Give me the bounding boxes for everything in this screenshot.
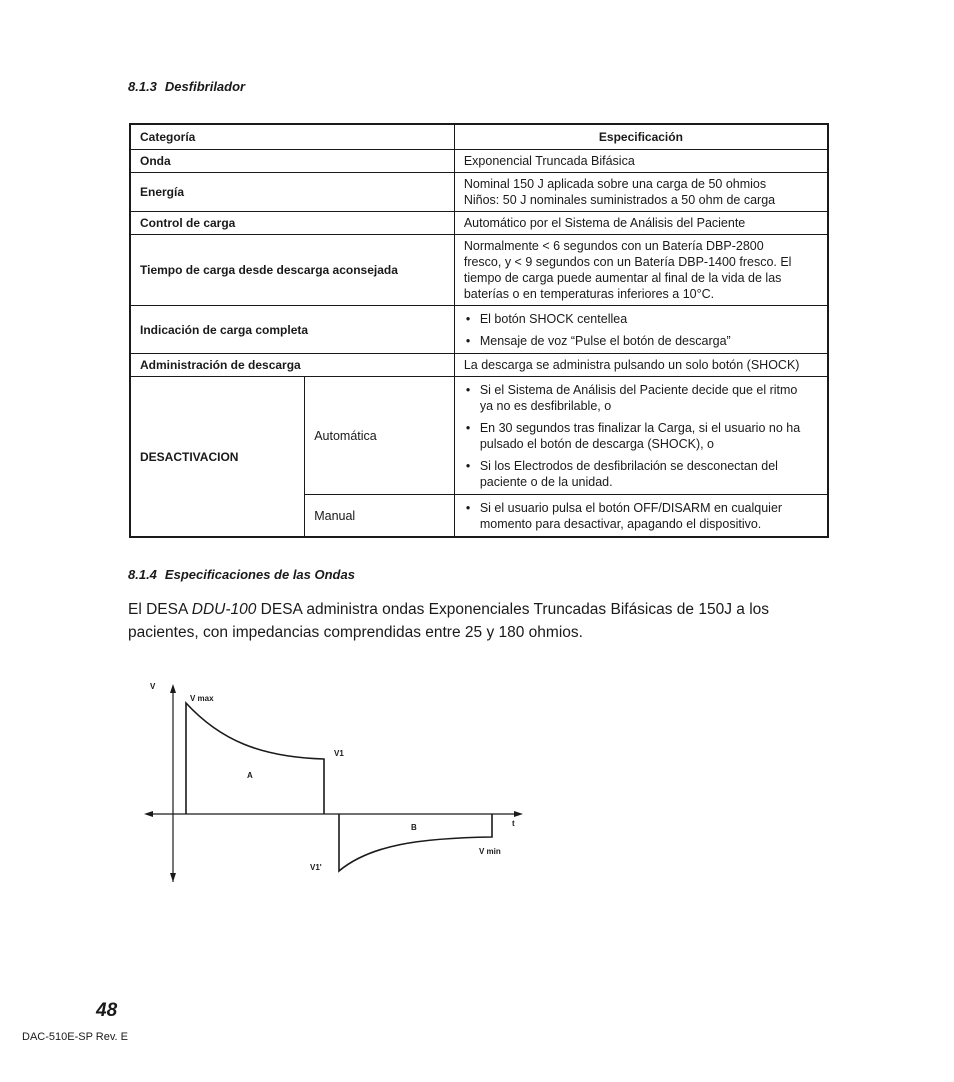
list-item: • El botón SHOCK centellea [465,312,628,326]
t-axis-arrow-right [514,811,523,817]
energia-line: Nominal 150 J aplicada sobre una carga de 50 ohmios [463,177,767,191]
energia-line: Niños: 50 J nominales suministrados a 50 ohm de carga [463,193,776,207]
list-item: • En 30 segundos tras finalizar la Carga, si el usuario no ha pulsado el botón de descarga (SHOCK), o [464,420,818,452]
row-label-administracion: Administración de descarga [130,354,454,377]
tiempo-line: fresco, y < 9 segundos con un Batería DBP-1400 fresco. El [463,255,792,269]
header-category: Categoría [130,124,454,150]
row-value-control: Automático por el Sistema de Análisis del Paciente [454,212,828,235]
phase-a-curve [186,703,324,814]
document-code: DAC-510E-SP Rev. E [22,1031,128,1043]
t-axis-arrow-left [144,811,153,817]
row-value-automatica [454,377,828,495]
defibrillator-spec-table [129,123,829,538]
v-axis-arrow-up [170,684,176,693]
row-value-administracion: La descarga se administra pulsando un solo botón (SHOCK) [454,354,828,377]
bullet-text: paciente o de la unidad. [479,475,613,489]
bullet-text: En 30 segundos tras finalizar la Carga, si el usuario no ha [479,421,801,435]
phase-a-label: A [247,771,253,780]
section-number: 8.1.3 [128,79,157,94]
row-value-tiempo [454,235,828,306]
intro-text: DESA administra ondas Exponenciales Truncadas Bifásicas de 150J a los pacientes, con impedancias comprendidas entre 25 y 180 ohmios. [128,601,770,641]
header-specification: Especificación [454,124,828,150]
section-heading-waveform [128,567,355,582]
table-row [130,306,828,354]
row-label-indicacion: Indicación de carga completa [130,306,454,354]
section-title: Desfibrilador [164,79,246,94]
bullet-text: El botón SHOCK centellea [479,312,628,326]
bullet-text: Si el Sistema de Análisis del Paciente decide que el ritmo [479,383,798,397]
intro-text: El DESA [128,601,192,618]
v-min-label: V min [479,847,501,856]
list-item: • Mensaje de voz “Pulse el botón de descarga” [465,334,731,348]
row-label-tiempo: Tiempo de carga desde descarga aconsejada [130,235,454,306]
row-value-energia [454,173,828,212]
biphasic-waveform-diagram [140,675,540,890]
section-title: Especificaciones de las Ondas [164,567,355,582]
model-name: DDU-100 [191,601,257,618]
v1-label: V1 [334,749,344,758]
row-label-energia: Energía [130,173,454,212]
section-heading-defibrillator [128,79,245,94]
v1-prime-label: V1' [310,863,322,872]
table-row [130,173,828,212]
row-value-indicacion [454,306,828,354]
tiempo-line: tiempo de carga puede aumentar al final de la vida de las [463,271,782,285]
row-label-control: Control de carga [130,212,454,235]
table-row [130,150,828,173]
v-axis-arrow-down [170,873,176,882]
tiempo-line: Normalmente < 6 segundos con un Batería DBP-2800 [463,239,764,253]
bullet-text: Si los Electrodos de desfibrilación se desconectan del [479,459,778,473]
phase-b-label: B [411,823,417,832]
section-number: 8.1.4 [128,567,157,582]
bullet-text: pulsado el botón de descarga (SHOCK), o [479,437,715,451]
table-row [130,212,828,235]
table-row [130,235,828,306]
bullet-text: momento para desactivar, apagando el dispositivo. [479,517,762,531]
list-item: • Si los Electrodos de desfibrilación se desconectan del paciente o de la unidad. [464,458,818,490]
v-max-label: V max [190,694,214,703]
row-value-onda: Exponencial Truncada Bifásica [454,150,828,173]
sub-label-automatica: Automática [305,377,455,495]
list-item: • Si el Sistema de Análisis del Paciente decide que el ritmo ya no es desfibrilable, o [464,382,818,414]
bullet-text: Mensaje de voz “Pulse el botón de descarga” [479,334,731,348]
t-axis-label: t [512,819,515,828]
bullet-text: Si el usuario pulsa el botón OFF/DISARM en cualquier [479,501,783,515]
table-header-row [130,124,828,150]
v-axis-label: V [150,682,156,691]
table-row [130,377,828,495]
sub-label-manual: Manual [305,495,455,538]
bullet-text: ya no es desfibrilable, o [479,399,612,413]
list-item: • Si el usuario pulsa el botón OFF/DISARM en cualquier momento para desactivar, apagando el dispositivo. [464,500,818,532]
row-value-manual [454,495,828,538]
page-number: 48 [96,1000,118,1021]
tiempo-line: baterías o en temperaturas inferiores a 10°C. [463,287,715,301]
intro-paragraph [128,598,808,644]
table-row [130,354,828,377]
row-label-desactivacion: DESACTIVACION [130,377,305,538]
row-label-onda: Onda [130,150,454,173]
